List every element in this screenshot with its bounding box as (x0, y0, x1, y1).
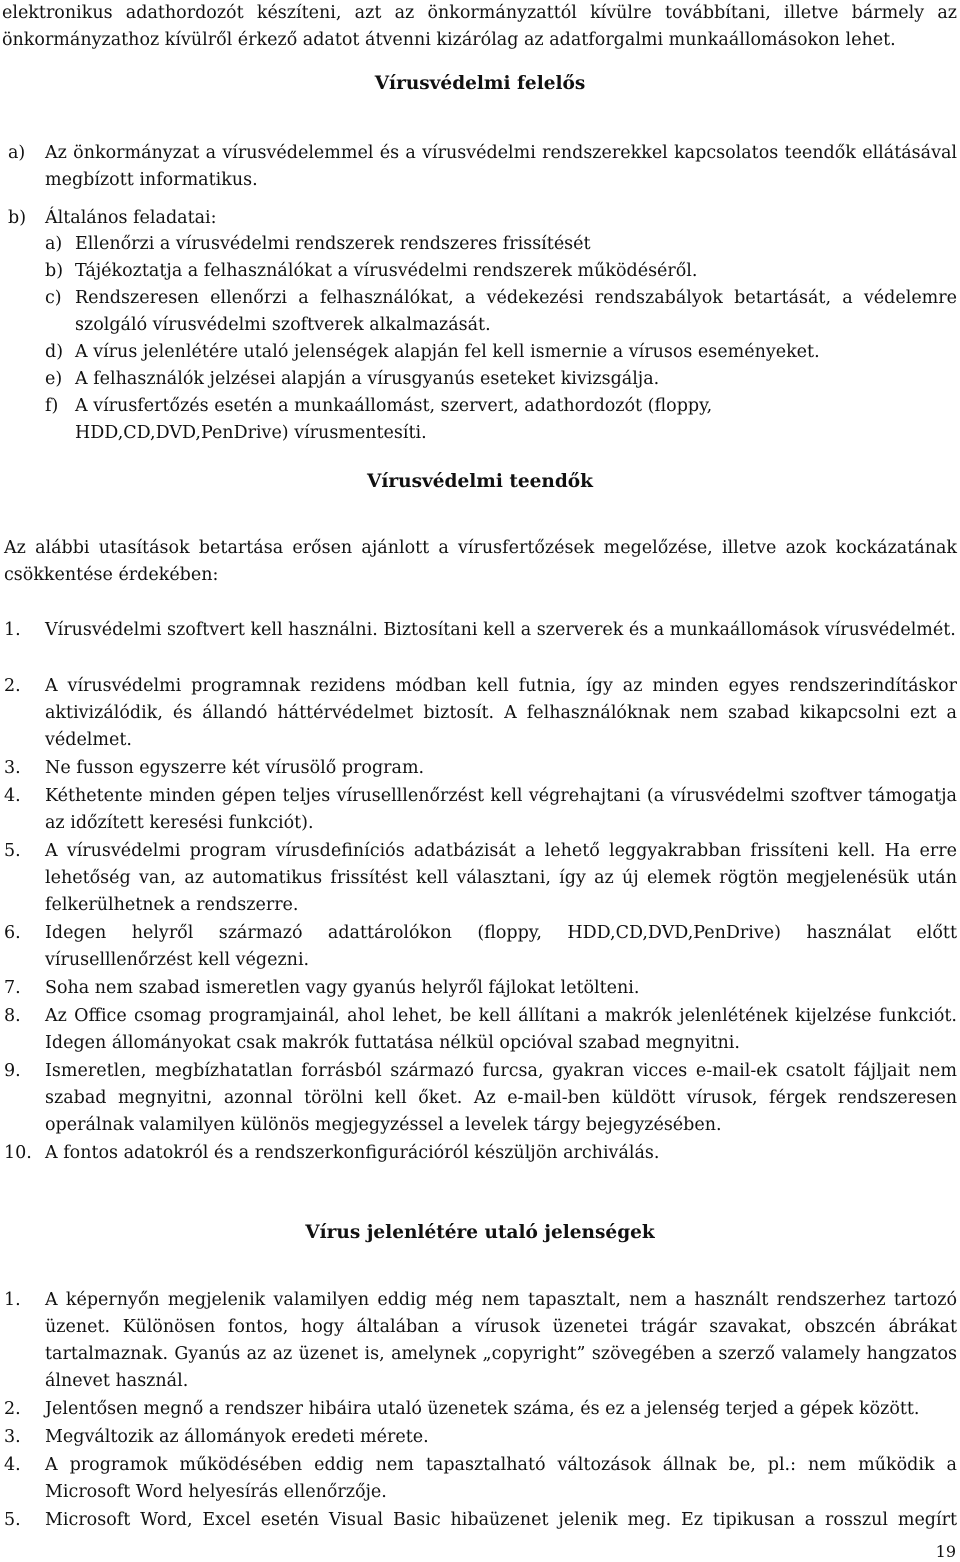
item-text: Ismeretlen, megbízhatatlan forrásból származó furcsa, gyakran vicces e-mail-ek csatolt fájljait nem szabad megnyitni, azonnal törölni kell őket. Az e-mail-ben küldött vírusok, férgek rendszeresen operálnak valamilyen különös megjegyzéssel a levelek tárgy bejegyzésében. (45, 1061, 957, 1135)
task-text: Rendszeresen ellenőrzi a felhasználókat, a védekezési rendszabályok betartását, a védelemre szolgáló vírusvédelmi szoftverek alkalmazását. (75, 288, 957, 335)
item-number: 2. (4, 1399, 21, 1419)
item-text: Microsoft Word, Excel esetén Visual Basic hibaüzenet jelenik meg. Ez tipikusan a rosszul megírt (45, 1510, 957, 1530)
intro-line: elektronikus adathordozót készíteni, azt az önkormányzattól kívülre továbbítani, illetve bármely az (2, 3, 957, 23)
item-number: 1. (4, 1290, 21, 1310)
item-text: Az önkormányzat a vírusvédelemmel és a vírusvédelmi rendszerekkel kapcsolatos teendők ellátásával megbízott informatikus. (45, 143, 957, 190)
item-number: 5. (4, 1510, 21, 1530)
task-text: Ellenőrzi a vírusvédelmi rendszerek rendszeres frissítését (75, 234, 591, 254)
page-number: 19 (935, 1542, 956, 1561)
item-text: Az Office csomag programjainál, ahol lehet, be kell állítani a makrók jelenlétének kijelzése funkciót. Idegen állományokat csak makrók futtatása nélkül opcióval szabad megnyitni. (45, 1006, 957, 1053)
item-text: A képernyőn megjelenik valamilyen eddig még nem tapasztalt, nem a használt rendszerhez tartozó üzenet. Különösen fontos, hogy általában a vírusok üzenetei trágár szavakat, obszcén ábrákat tartalmaznak. Gyanús az az üzenet is, amelynek „copyright” szövegében a szerző valamely hangzatos álnevet használ. (45, 1290, 957, 1391)
item-number: 7. (4, 978, 21, 998)
item-number: 4. (4, 1455, 21, 1475)
task-text: A felhasználók jelzései alapján a vírusgyanús eseteket kivizsgálja. (75, 369, 660, 389)
intro-line: önkormányzathoz kívülről érkező adatot átvenni kizárólag az adatforgalmi munkaállomásokon lehet. (2, 30, 896, 50)
item-text: Jelentősen megnő a rendszer hibáira utaló üzenetek száma, és ez a jelenség terjed a gépek között. (45, 1399, 920, 1419)
heading-virus-tasks: Vírusvédelmi teendők (367, 471, 593, 492)
item-text: Ne fusson egyszerre két vírusölő program. (45, 758, 425, 778)
item-text: A vírusvédelmi program vírusdefiníciós adatbázisát a lehető leggyakrabban frissíteni kell. Ha erre lehetőség van, az automatikus frissítést kell választani, így az új elemek rögtön megjelenésük után felkerülhetnek a rendszerre. (45, 841, 957, 915)
task-marker: e) (45, 369, 63, 389)
item-text: A vírusvédelmi programnak rezidens módban kell futnia, így az minden egyes rendszerindításkor aktivizálódik, és állandó háttérvédelmet biztosít. A felhasználóknak nem szabad kikapcsolni ezt a védelmet. (45, 676, 957, 750)
item-text: Kéthetente minden gépen teljes víruselllenőrzést kell végrehajtani (a vírusvédelmi szoftver támogatja az időzített keresési funkciót). (45, 786, 957, 833)
item-number: 1. (4, 620, 21, 640)
item-number: 5. (4, 841, 21, 861)
item-number: 10. (4, 1143, 32, 1163)
task-text: A vírusfertőzés esetén a munkaállomást, szervert, adathordozót (floppy, HDD,CD,DVD,PenDrive) vírusmentesíti. (75, 396, 713, 443)
item-marker: b) (8, 208, 27, 228)
task-marker: a) (45, 234, 63, 254)
task-text: Tájékoztatja a felhasználókat a vírusvédelmi rendszerek működéséről. (75, 261, 698, 281)
intro-paragraph (2, 0, 957, 54)
item-text: Általános feladatai: (45, 208, 217, 228)
item-text: Idegen helyről származó adattárolókon (floppy, HDD,CD,DVD,PenDrive) használat előtt víruselllenőrzést kell végezni. (45, 923, 957, 970)
item-number: 3. (4, 1427, 21, 1447)
task-marker: f) (45, 396, 59, 416)
task-marker: d) (45, 342, 64, 362)
item-text: Soha nem szabad ismeretlen vagy gyanús helyről fájlokat letölteni. (45, 978, 640, 998)
task-marker: c) (45, 288, 62, 308)
tasks-intro-paragraph: Az alábbi utasítások betartása erősen ajánlott a vírusfertőzések megelőzése, illetve azok kockázatának csökkentése érdekében: (4, 538, 957, 585)
heading-virus-officer: Vírusvédelmi felelős (374, 73, 586, 94)
item-text: Vírusvédelmi szoftvert kell használni. Biztosítani kell a szerverek és a munkaállomások vírusvédelmét. (45, 620, 956, 640)
item-number: 4. (4, 786, 21, 806)
item-text: A programok működésében eddig nem tapasztalható változások állnak be, pl.: nem működik a Microsoft Word helyesírás ellenőrzője. (45, 1455, 957, 1502)
task-text: A vírus jelenlétére utaló jelenségek alapján fel kell ismernie a vírusos eseményeket. (75, 342, 820, 362)
heading-virus-symptoms: Vírus jelenlétére utaló jelenségek (305, 1222, 655, 1243)
item-text: Megváltozik az állományok eredeti mérete. (45, 1427, 429, 1447)
item-number: 8. (4, 1006, 21, 1026)
item-number: 6. (4, 923, 21, 943)
item-number: 3. (4, 758, 21, 778)
item-number: 9. (4, 1061, 21, 1081)
task-marker: b) (45, 261, 64, 281)
item-text: A fontos adatokról és a rendszerkonfigurációról készüljön archiválás. (45, 1143, 660, 1163)
item-marker: a) (8, 143, 26, 163)
item-number: 2. (4, 676, 21, 696)
